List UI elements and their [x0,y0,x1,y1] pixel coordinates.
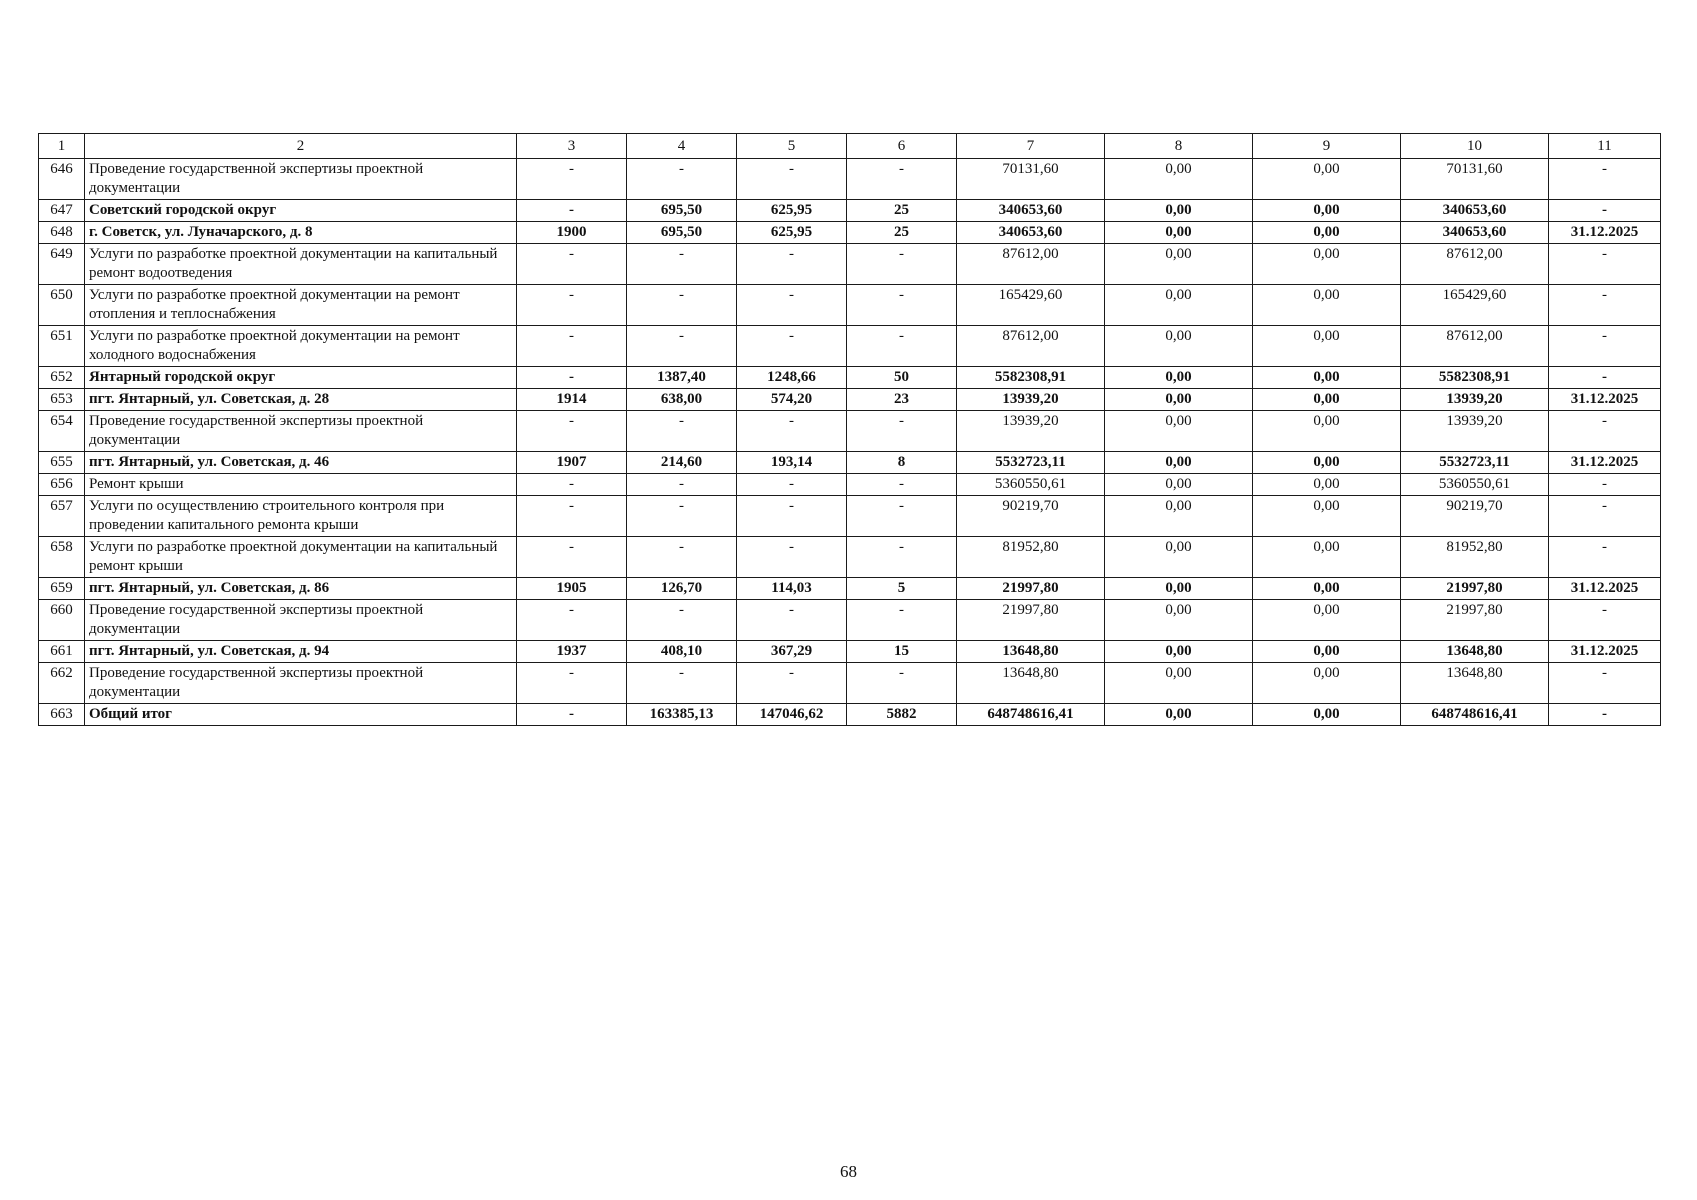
col6-cell: - [847,411,957,452]
col11-cell: - [1549,200,1661,222]
col5-cell: - [737,600,847,641]
header-cell: 11 [1549,134,1661,159]
col5-cell: - [737,663,847,704]
col7-cell: 340653,60 [957,200,1105,222]
col11-cell: - [1549,411,1661,452]
col5-cell: 367,29 [737,641,847,663]
col3-cell: - [517,537,627,578]
col7-cell: 13939,20 [957,389,1105,411]
col4-cell: - [627,411,737,452]
col3-cell: - [517,244,627,285]
col9-cell: 0,00 [1253,411,1401,452]
table-row [39,222,1661,244]
col5-cell: - [737,285,847,326]
col4-cell: 163385,13 [627,704,737,726]
col11-cell: - [1549,285,1661,326]
col4-cell: 408,10 [627,641,737,663]
col7-cell: 5532723,11 [957,452,1105,474]
col8-cell: 0,00 [1105,537,1253,578]
row-name-cell: Советский городской округ [85,200,517,222]
col3-cell: - [517,663,627,704]
col6-cell: 15 [847,641,957,663]
col8-cell: 0,00 [1105,159,1253,200]
table-row [39,452,1661,474]
table-row [39,704,1661,726]
col10-cell: 13939,20 [1401,411,1549,452]
col10-cell: 13939,20 [1401,389,1549,411]
col9-cell: 0,00 [1253,537,1401,578]
col9-cell: 0,00 [1253,200,1401,222]
col4-cell: - [627,474,737,496]
col8-cell: 0,00 [1105,285,1253,326]
col8-cell: 0,00 [1105,452,1253,474]
col6-cell: - [847,326,957,367]
col8-cell: 0,00 [1105,641,1253,663]
row-name-cell: Проведение государственной экспертизы проектной документации [85,663,517,704]
col3-cell: - [517,285,627,326]
header-cell: 5 [737,134,847,159]
col7-cell: 21997,80 [957,578,1105,600]
header-cell: 4 [627,134,737,159]
table-row [39,474,1661,496]
row-number-cell: 650 [39,285,85,326]
col11-cell: - [1549,326,1661,367]
col7-cell: 81952,80 [957,537,1105,578]
col11-cell: - [1549,367,1661,389]
col3-cell: 1914 [517,389,627,411]
row-name-cell: Услуги по разработке проектной документации на капитальный ремонт крыши [85,537,517,578]
col5-cell: - [737,326,847,367]
col5-cell: 625,95 [737,200,847,222]
col9-cell: 0,00 [1253,578,1401,600]
table-row [39,537,1661,578]
row-number-cell: 647 [39,200,85,222]
page-number: 68 [840,1162,857,1181]
col7-cell: 5582308,91 [957,367,1105,389]
row-name-cell: пгт. Янтарный, ул. Советская, д. 46 [85,452,517,474]
col5-cell: - [737,496,847,537]
col6-cell: - [847,600,957,641]
header-cell: 9 [1253,134,1401,159]
col3-cell: 1905 [517,578,627,600]
col4-cell: 1387,40 [627,367,737,389]
header-cell: 1 [39,134,85,159]
col7-cell: 87612,00 [957,326,1105,367]
col4-cell: 695,50 [627,200,737,222]
col10-cell: 90219,70 [1401,496,1549,537]
col7-cell: 13648,80 [957,663,1105,704]
row-number-cell: 662 [39,663,85,704]
table-row [39,578,1661,600]
col7-cell: 70131,60 [957,159,1105,200]
col6-cell: - [847,159,957,200]
row-number-cell: 661 [39,641,85,663]
col11-cell: 31.12.2025 [1549,452,1661,474]
col3-cell: - [517,496,627,537]
table-row [39,285,1661,326]
col10-cell: 21997,80 [1401,578,1549,600]
row-number-cell: 660 [39,600,85,641]
col8-cell: 0,00 [1105,244,1253,285]
col9-cell: 0,00 [1253,663,1401,704]
header-cell: 2 [85,134,517,159]
col5-cell: 1248,66 [737,367,847,389]
col10-cell: 165429,60 [1401,285,1549,326]
col9-cell: 0,00 [1253,474,1401,496]
col5-cell: 625,95 [737,222,847,244]
col9-cell: 0,00 [1253,285,1401,326]
col7-cell: 340653,60 [957,222,1105,244]
col11-cell: 31.12.2025 [1549,641,1661,663]
row-name-cell: Услуги по разработке проектной документации на ремонт холодного водоснабжения [85,326,517,367]
col10-cell: 13648,80 [1401,641,1549,663]
col7-cell: 21997,80 [957,600,1105,641]
col3-cell: 1900 [517,222,627,244]
row-name-cell: Проведение государственной экспертизы проектной документации [85,411,517,452]
row-name-cell: Услуги по разработке проектной документации на ремонт отопления и теплоснабжения [85,285,517,326]
col9-cell: 0,00 [1253,367,1401,389]
col11-cell: - [1549,496,1661,537]
row-name-cell: Проведение государственной экспертизы проектной документации [85,159,517,200]
col6-cell: - [847,474,957,496]
col7-cell: 13939,20 [957,411,1105,452]
row-name-cell: Услуги по разработке проектной документации на капитальный ремонт водоотведения [85,244,517,285]
col3-cell: - [517,411,627,452]
row-number-cell: 651 [39,326,85,367]
col3-cell: - [517,474,627,496]
col9-cell: 0,00 [1253,244,1401,285]
col10-cell: 5532723,11 [1401,452,1549,474]
table-row [39,641,1661,663]
col5-cell: - [737,411,847,452]
row-number-cell: 655 [39,452,85,474]
col8-cell: 0,00 [1105,600,1253,641]
col11-cell: - [1549,159,1661,200]
col5-cell: 574,20 [737,389,847,411]
col10-cell: 87612,00 [1401,326,1549,367]
col4-cell: - [627,496,737,537]
col9-cell: 0,00 [1253,222,1401,244]
col9-cell: 0,00 [1253,452,1401,474]
col10-cell: 5360550,61 [1401,474,1549,496]
table-body [39,134,1661,726]
col8-cell: 0,00 [1105,411,1253,452]
col7-cell: 165429,60 [957,285,1105,326]
table-row [39,496,1661,537]
col6-cell: - [847,663,957,704]
col6-cell: 25 [847,200,957,222]
table-row [39,159,1661,200]
col8-cell: 0,00 [1105,474,1253,496]
row-number-cell: 646 [39,159,85,200]
col9-cell: 0,00 [1253,389,1401,411]
col8-cell: 0,00 [1105,367,1253,389]
col11-cell: - [1549,600,1661,641]
col6-cell: 25 [847,222,957,244]
col10-cell: 340653,60 [1401,200,1549,222]
col10-cell: 5582308,91 [1401,367,1549,389]
col4-cell: 695,50 [627,222,737,244]
col4-cell: - [627,285,737,326]
col8-cell: 0,00 [1105,578,1253,600]
col7-cell: 5360550,61 [957,474,1105,496]
col9-cell: 0,00 [1253,704,1401,726]
row-number-cell: 653 [39,389,85,411]
table-row [39,367,1661,389]
col11-cell: 31.12.2025 [1549,578,1661,600]
col8-cell: 0,00 [1105,389,1253,411]
header-cell: 10 [1401,134,1549,159]
col4-cell: - [627,600,737,641]
col10-cell: 81952,80 [1401,537,1549,578]
header-cell: 3 [517,134,627,159]
row-number-cell: 659 [39,578,85,600]
table-row [39,200,1661,222]
col4-cell: - [627,663,737,704]
row-number-cell: 656 [39,474,85,496]
row-name-cell: Ремонт крыши [85,474,517,496]
row-number-cell: 658 [39,537,85,578]
col5-cell: - [737,159,847,200]
row-number-cell: 648 [39,222,85,244]
header-row [39,134,1661,159]
row-name-cell: г. Советск, ул. Луначарского, д. 8 [85,222,517,244]
col3-cell: - [517,326,627,367]
row-name-cell: Общий итог [85,704,517,726]
col5-cell: 114,03 [737,578,847,600]
col10-cell: 87612,00 [1401,244,1549,285]
col5-cell: - [737,474,847,496]
col11-cell: 31.12.2025 [1549,222,1661,244]
row-name-cell: Услуги по осуществлению строительного контроля при проведении капитального ремонта крыши [85,496,517,537]
col10-cell: 648748616,41 [1401,704,1549,726]
col9-cell: 0,00 [1253,641,1401,663]
col4-cell: 126,70 [627,578,737,600]
row-number-cell: 654 [39,411,85,452]
col11-cell: - [1549,244,1661,285]
col8-cell: 0,00 [1105,496,1253,537]
col7-cell: 648748616,41 [957,704,1105,726]
table-row [39,326,1661,367]
table-row [39,411,1661,452]
header-cell: 8 [1105,134,1253,159]
col6-cell: 50 [847,367,957,389]
table-row [39,663,1661,704]
header-cell: 7 [957,134,1105,159]
row-number-cell: 663 [39,704,85,726]
col8-cell: 0,00 [1105,704,1253,726]
col9-cell: 0,00 [1253,159,1401,200]
col4-cell: - [627,326,737,367]
col5-cell: - [737,537,847,578]
table-row [39,389,1661,411]
col4-cell: - [627,159,737,200]
col11-cell: 31.12.2025 [1549,389,1661,411]
row-name-cell: пгт. Янтарный, ул. Советская, д. 94 [85,641,517,663]
col4-cell: 214,60 [627,452,737,474]
col11-cell: - [1549,537,1661,578]
col3-cell: - [517,200,627,222]
col8-cell: 0,00 [1105,200,1253,222]
col3-cell: - [517,704,627,726]
row-name-cell: Проведение государственной экспертизы проектной документации [85,600,517,641]
col6-cell: 5882 [847,704,957,726]
col9-cell: 0,00 [1253,600,1401,641]
col10-cell: 70131,60 [1401,159,1549,200]
col10-cell: 13648,80 [1401,663,1549,704]
col10-cell: 21997,80 [1401,600,1549,641]
table-row [39,244,1661,285]
row-number-cell: 657 [39,496,85,537]
col9-cell: 0,00 [1253,326,1401,367]
col6-cell: - [847,537,957,578]
capital-repair-table [38,133,1661,726]
col6-cell: - [847,244,957,285]
col6-cell: 23 [847,389,957,411]
row-name-cell: пгт. Янтарный, ул. Советская, д. 28 [85,389,517,411]
row-number-cell: 652 [39,367,85,389]
col11-cell: - [1549,474,1661,496]
row-name-cell: пгт. Янтарный, ул. Советская, д. 86 [85,578,517,600]
col7-cell: 90219,70 [957,496,1105,537]
col8-cell: 0,00 [1105,663,1253,704]
col6-cell: 8 [847,452,957,474]
col7-cell: 13648,80 [957,641,1105,663]
col6-cell: - [847,285,957,326]
col6-cell: - [847,496,957,537]
col7-cell: 87612,00 [957,244,1105,285]
col10-cell: 340653,60 [1401,222,1549,244]
row-name-cell: Янтарный городской округ [85,367,517,389]
col3-cell: 1907 [517,452,627,474]
col5-cell: 193,14 [737,452,847,474]
col5-cell: - [737,244,847,285]
col4-cell: 638,00 [627,389,737,411]
col4-cell: - [627,537,737,578]
table-row [39,600,1661,641]
col3-cell: - [517,600,627,641]
col5-cell: 147046,62 [737,704,847,726]
col6-cell: 5 [847,578,957,600]
col8-cell: 0,00 [1105,222,1253,244]
col3-cell: - [517,367,627,389]
header-cell: 6 [847,134,957,159]
col8-cell: 0,00 [1105,326,1253,367]
col11-cell: - [1549,663,1661,704]
col11-cell: - [1549,704,1661,726]
col9-cell: 0,00 [1253,496,1401,537]
col3-cell: 1937 [517,641,627,663]
col4-cell: - [627,244,737,285]
row-number-cell: 649 [39,244,85,285]
col3-cell: - [517,159,627,200]
